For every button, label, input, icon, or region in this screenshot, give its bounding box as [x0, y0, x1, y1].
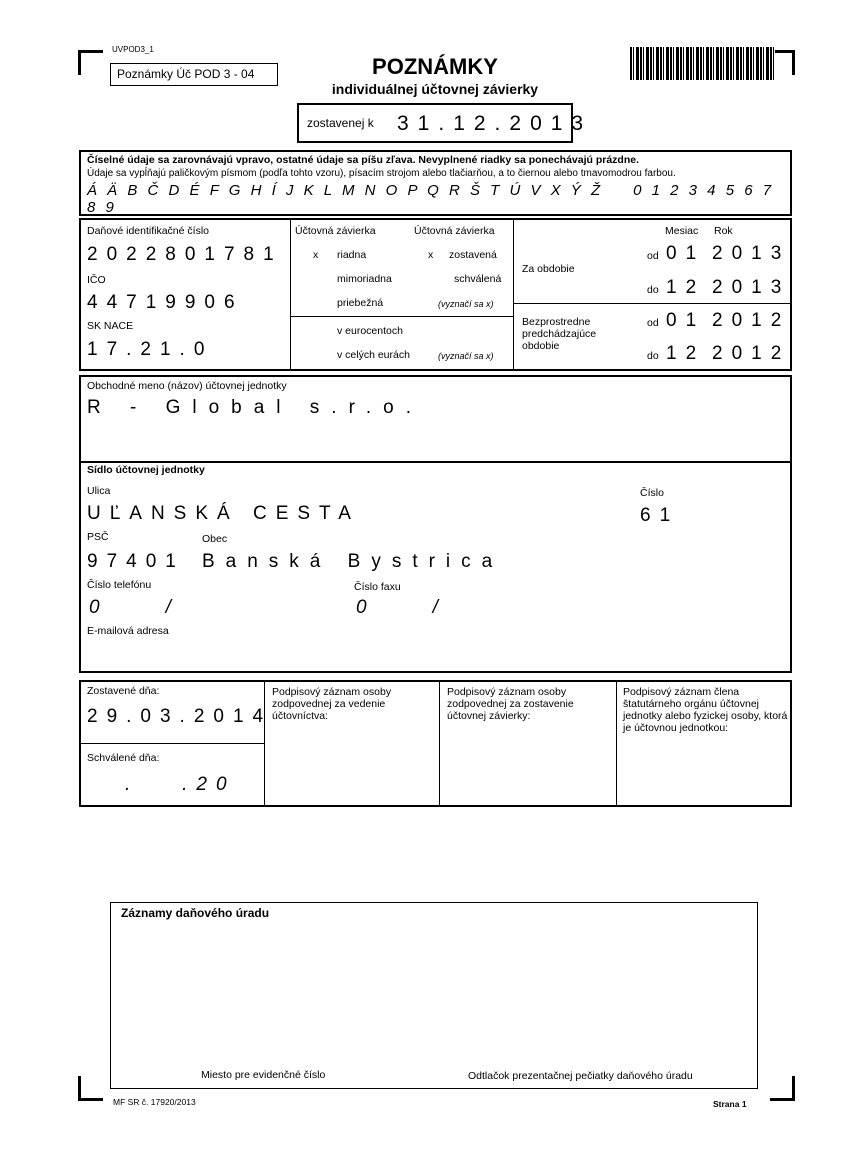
mark-note: (vyznačí sa x) — [438, 299, 494, 309]
form-code: UVPOD3_1 — [112, 45, 154, 54]
instruction-line: Údaje sa vypĺňajú paličkovým písmom (podľa tohto vzoru), písacím strojom alebo tlačiarňou, a to čiernou alebo tmavomodrou farbou. — [87, 168, 676, 179]
option-label: priebežná — [337, 297, 384, 309]
option-label: schválená — [454, 273, 502, 285]
approved-on-label: Schválené dňa: — [87, 752, 160, 764]
phone-label: Číslo telefónu — [87, 579, 152, 591]
number-value: 61 — [640, 505, 680, 526]
signature-statement: Podpisový záznam osoby zodpovednej za zostavenie účtovnej závierky: — [447, 686, 574, 722]
compiled-on-label: Zostavené dňa: — [87, 685, 160, 697]
form-label: Poznámky Úč POD 3 - 04 — [110, 63, 278, 86]
dic-label: Daňové identifikačné číslo — [87, 225, 209, 237]
city-value: Banská Bystrica — [202, 551, 504, 572]
city-label: Obec — [202, 533, 228, 545]
signature-accounting: Podpisový záznam osoby zodpovednej za vedenie účtovníctva: — [272, 686, 392, 722]
month-label: Mesiac — [665, 225, 699, 237]
tax-office-box — [110, 902, 758, 1089]
seat-label: Sídlo účtovnej jednotky — [87, 464, 205, 476]
fax-value: 0 / — [356, 597, 447, 618]
number-label: Číslo — [640, 487, 664, 499]
page-number: Strana 1 — [713, 1099, 747, 1109]
compiled-date-box — [297, 103, 593, 143]
compiled-label: zostavenej k — [307, 116, 374, 130]
footer-ref: MF SR č. 17920/2013 — [113, 1097, 196, 1107]
current-to-year: 2013 — [712, 277, 791, 298]
to-label: do — [647, 350, 659, 362]
checkbox-riadna[interactable]: x — [313, 249, 319, 261]
barcode — [630, 47, 775, 80]
fax-label: Číslo faxu — [354, 581, 401, 593]
corner-mark — [770, 1076, 795, 1101]
email-label: E-mailová adresa — [87, 625, 169, 637]
compiled-on-value: 29.03.2014 — [87, 706, 273, 727]
checkbox-zostavena[interactable]: x — [428, 249, 434, 261]
zip-value: 97401 — [87, 551, 185, 572]
nace-value: 17.21.0 — [87, 339, 214, 360]
option-label: riadna — [337, 249, 367, 261]
statement-state-header: Účtovná závierka — [414, 225, 495, 237]
entity-name: R - Global s.r.o. — [87, 397, 423, 418]
from-label: od — [647, 250, 659, 262]
page-subtitle: individuálnej účtovnej závierky — [331, 81, 539, 97]
currency-option: v eurocentoch — [337, 325, 403, 337]
page-title: POZNÁMKY — [372, 54, 498, 79]
ico-value: 44719906 — [87, 292, 244, 313]
current-from-year: 2013 — [712, 243, 791, 264]
previous-from-month: 01 — [666, 310, 706, 331]
to-label: do — [647, 284, 659, 296]
phone-value: 0 / — [89, 597, 180, 618]
previous-from-year: 2012 — [712, 310, 791, 331]
year-label: Rok — [714, 225, 733, 237]
dic-value: 2022801781 — [87, 244, 283, 265]
from-label: od — [647, 317, 659, 329]
name-label: Obchodné meno (názov) účtovnej jednotky — [87, 380, 287, 392]
street-label: Ulica — [87, 485, 111, 497]
stamp-label: Odtlačok prezentačnej pečiatky daňového úradu — [468, 1070, 693, 1082]
current-to-month: 12 — [666, 277, 706, 298]
identification-box — [79, 218, 792, 371]
nace-label: SK NACE — [87, 320, 134, 332]
current-period-label: Za obdobie — [522, 263, 575, 275]
previous-to-month: 12 — [666, 343, 706, 364]
corner-mark — [78, 50, 103, 75]
zip-label: PSČ — [87, 531, 109, 543]
current-from-month: 01 — [666, 243, 706, 264]
previous-to-year: 2012 — [712, 343, 791, 364]
mark-note: (vyznačí sa x) — [438, 351, 494, 361]
option-label: mimoriadna — [337, 273, 392, 285]
corner-mark — [78, 1076, 103, 1101]
statement-type-header: Účtovná závierka — [295, 225, 376, 237]
instruction-line: Číselné údaje sa zarovnávajú vpravo, ostatné údaje sa píšu zľava. Nevyplnené riadky sa ponechávajú prázdne. — [87, 154, 640, 166]
entity-box — [79, 375, 792, 673]
tax-office-title: Záznamy daňového úradu — [121, 906, 270, 920]
instructions-box — [79, 150, 792, 216]
currency-option: v celých eurách — [337, 349, 410, 361]
approved-on-value: . .20 — [125, 774, 236, 795]
signature-box — [79, 680, 792, 807]
ico-label: IČO — [87, 274, 106, 286]
street-value: UĽANSKÁ CESTA — [87, 503, 360, 524]
letter-sample: Á Ä B Č D É F G H Í J K L M N O P Q R Š T Ú V X Ý Ž 0 1 2 3 4 5 6 7 8 9 — [87, 182, 775, 216]
place-label: Miesto pre evidenčné číslo — [201, 1069, 326, 1081]
previous-period-label: Bezprostredne predchádzajúce obdobie — [522, 316, 597, 352]
compiled-date: 31.12.2013 — [397, 112, 593, 135]
signature-statutory: Podpisový záznam člena štatutárneho orgánu účtovnej jednotky alebo fyzickej osoby, ktorá je účtovnou jednotkou: — [623, 686, 788, 734]
option-label: zostavená — [449, 249, 497, 261]
